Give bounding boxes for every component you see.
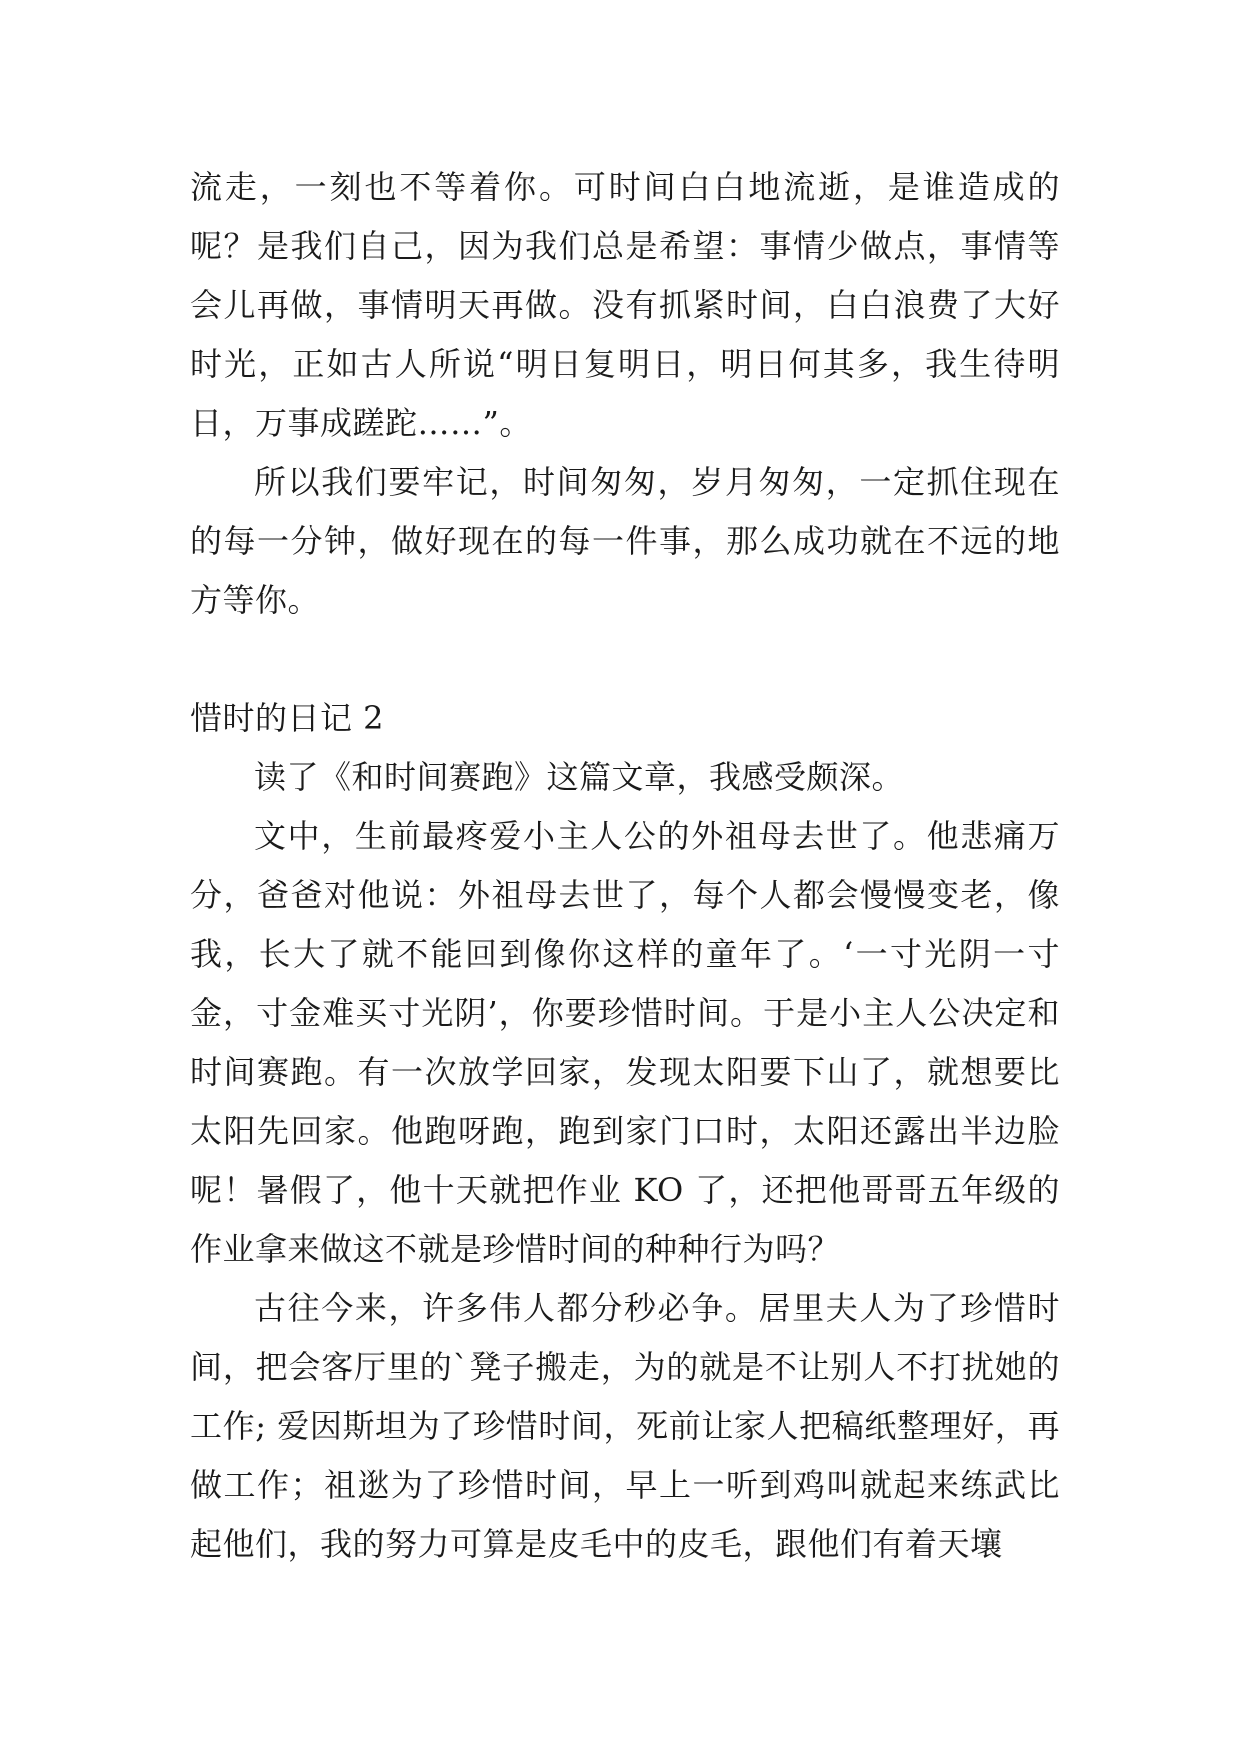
paragraph-story: 文中，生前最疼爱小主人公的外祖母去世了。他悲痛万分，爸爸对他说：外祖母去世了，每个人都会慢慢变老，像我，长大了就不能回到像你这样的童年了。‘一寸光阴一寸金，寸金难买寸光阴’，你要珍惜时间。于是小主人公决定和时间赛跑。有一次放学回家，发现太阳要下山了，就想要比太阳先回家。他跑呀跑，跑到家门口时，太阳还露出半边脸呢！暑假了，他十天就把作业 KO 了，还把他哥哥五年级的作业拿来做这不就是珍惜时间的种种行为吗？ bbox=[190, 817, 1060, 1268]
document-page bbox=[190, 158, 1060, 1574]
diary-title: 惜时的日记 2 bbox=[190, 699, 385, 737]
paragraph-conclusion: 所以我们要牢记，时间匆匆，岁月匆匆，一定抓住现在的每一分钟，做好现在的每一件事，那么成功就在不远的地方等你。 bbox=[190, 463, 1060, 619]
paragraph-continuation: 流走，一刻也不等着你。可时间白白地流逝，是谁造成的呢？是我们自己，因为我们总是希望：事情少做点，事情等会儿再做，事情明天再做。没有抓紧时间，白白浪费了大好时光，正如古人所说“明日复明日，明日何其多，我生待明日，万事成蹉跎……”。 bbox=[190, 168, 1060, 442]
paragraph-intro: 读了《和时间赛跑》这篇文章，我感受颇深。 bbox=[254, 758, 905, 796]
paragraph-examples: 古往今来，许多伟人都分秒必争。居里夫人为了珍惜时间，把会客厅里的`凳子搬走，为的就是不让别人不打扰她的工作; 爱因斯坦为了珍惜时间，死前让家人把稿纸整理好，再做工作；祖逖为了珍惜时间，早上一听到鸡叫就起来练武比起他们，我的努力可算是皮毛中的皮毛，跟他们有着天壤 bbox=[190, 1289, 1060, 1563]
